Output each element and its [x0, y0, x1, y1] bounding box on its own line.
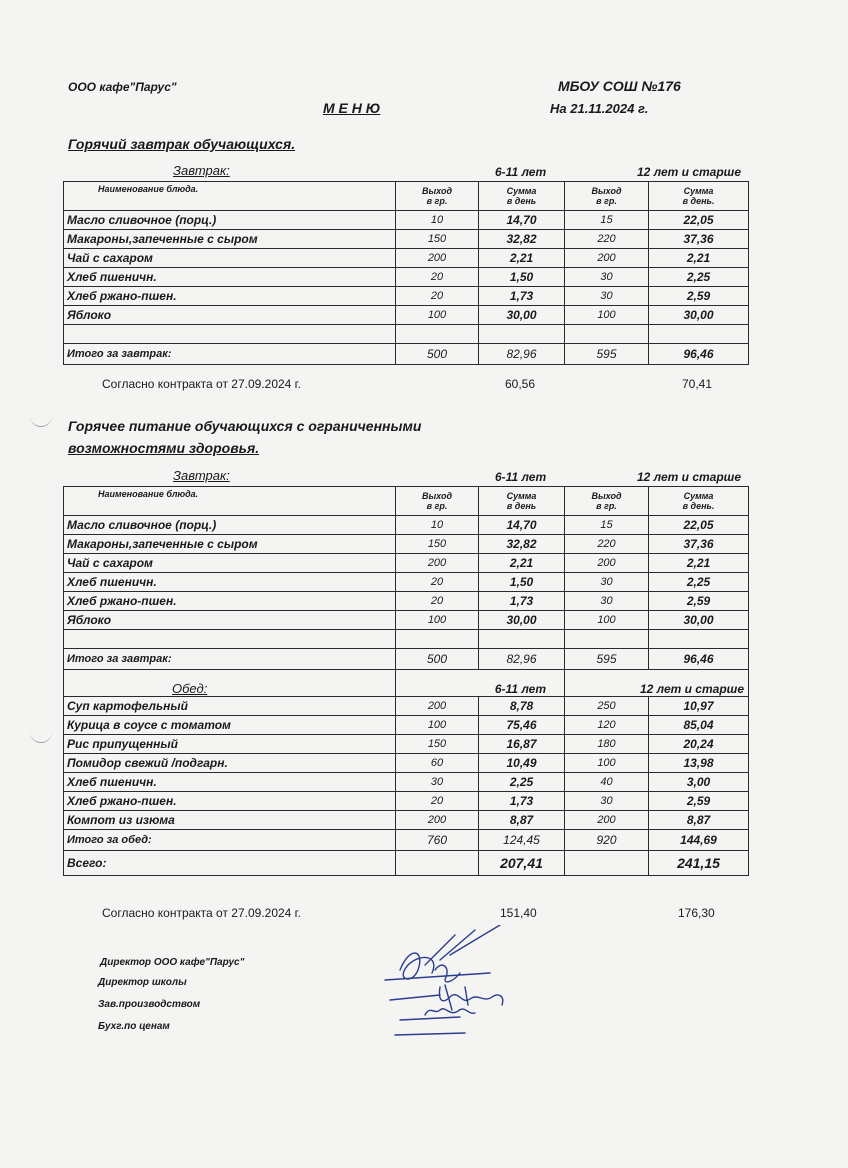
sig-accountant: Бухг.по ценам: [98, 1021, 170, 1032]
table-row: Хлеб ржано-пшен. 20 1,73 30 2,59: [64, 592, 749, 611]
section2-age1: 6-11 лет: [495, 470, 547, 484]
handwritten-signature: [380, 925, 520, 1040]
contract-note-2: Согласно контракта от 27.09.2024 г.: [102, 906, 301, 920]
table-row: Яблоко 100 30,00 100 30,00: [64, 306, 749, 325]
sig-production-head: Зав.производством: [98, 999, 201, 1010]
section2-title-line1: Горячее питание обучающихся с ограниченными: [68, 418, 422, 434]
table-row: Хлеб пшеничн. 30 2,25 40 3,00: [64, 773, 749, 792]
col-sum: Сумма в день: [479, 487, 565, 516]
col-output: Выход в гр.: [396, 487, 479, 516]
col-output: Выход в гр.: [396, 182, 479, 211]
total-row: Итого за завтрак: 500 82,96 595 96,46: [64, 649, 749, 670]
col-sum: Сумма в день.: [649, 487, 749, 516]
total-row: Итого за завтрак: 500 82,96 595 96,46: [64, 344, 749, 365]
lunch-header-row: [64, 670, 749, 697]
col-dish-name: Наименование блюда.: [64, 487, 396, 516]
table-row: Яблоко 100 30,00 100 30,00: [64, 611, 749, 630]
table-row: Макароны,запеченные с сыром 150 32,82 220 37,36: [64, 535, 749, 554]
table-row: Рис припущенный 150 16,87 180 20,24: [64, 735, 749, 754]
school-name: МБОУ СОШ №176: [558, 78, 681, 94]
col-output: Выход в гр.: [565, 487, 649, 516]
col-output: Выход в гр.: [565, 182, 649, 211]
section2-title-line2: возможностями здоровья.: [68, 440, 260, 456]
breakfast-lunch-table-2: [63, 486, 749, 876]
lunch-age2: 12 лет и старше: [639, 682, 744, 696]
table-row: Макароны,запеченные с сыром 150 32,82 220 37,36: [64, 230, 749, 249]
table-row: Хлеб ржано-пшен. 20 1,73 30 2,59: [64, 792, 749, 811]
contract-value-2a: 151,40: [500, 906, 537, 920]
table-header-row: [64, 182, 749, 211]
table-row: Курица в соусе с томатом 100 75,46 120 85,04: [64, 716, 749, 735]
contract-note-1: Согласно контракта от 27.09.2024 г.: [102, 377, 301, 391]
contract-value-1a: 60,56: [505, 377, 536, 391]
section2-age2: 12 лет и старше: [637, 470, 742, 484]
company-name: ООО кафе"Парус": [68, 80, 177, 94]
section1-age2: 12 лет и старше: [637, 165, 742, 179]
col-sum: Сумма в день: [479, 182, 565, 211]
table-row: Помидор свежий /подгарн. 60 10,49 100 13,98: [64, 754, 749, 773]
empty-row: [64, 630, 749, 649]
table-row: Хлеб пшеничн. 20 1,50 30 2,25: [64, 268, 749, 287]
section1-age1: 6-11 лет: [495, 165, 547, 179]
table-row: Масло сливочное (порц.) 10 14,70 15 22,05: [64, 211, 749, 230]
grand-total-row: Всего: 207,41 241,15: [64, 851, 749, 876]
lunch-total-row: Итого за обед: 760 124,45 920 144,69: [64, 830, 749, 851]
table-row: Компот из изюма 200 8,87 200 8,87: [64, 811, 749, 830]
sig-director-cafe: Директор ООО кафе"Парус": [100, 957, 245, 968]
table-row: Хлеб ржано-пшен. 20 1,73 30 2,59: [64, 287, 749, 306]
col-sum: Сумма в день.: [649, 182, 749, 211]
table-row: Суп картофельный 200 8,78 250 10,97: [64, 697, 749, 716]
menu-date: На 21.11.2024 г.: [550, 101, 649, 116]
table-row: Чай с сахаром 200 2,21 200 2,21: [64, 249, 749, 268]
table-row: Масло сливочное (порц.) 10 14,70 15 22,05: [64, 516, 749, 535]
section1-title: Горячий завтрак обучающихся.: [68, 136, 296, 152]
lunch-label: Обед:: [172, 681, 208, 696]
menu-title: М Е Н Ю: [323, 100, 381, 116]
sig-director-school: Директор школы: [98, 977, 187, 988]
contract-value-1b: 70,41: [682, 377, 713, 391]
col-dish-name: Наименование блюда.: [64, 182, 396, 211]
table-row: Хлеб пшеничн. 20 1,50 30 2,25: [64, 573, 749, 592]
section2-meal-label: Завтрак:: [173, 468, 230, 483]
breakfast-table-1: [63, 181, 749, 365]
lunch-age1: 6-11 лет: [494, 682, 546, 696]
empty-row: [64, 325, 749, 344]
contract-value-2b: 176,30: [678, 906, 715, 920]
table-row: Чай с сахаром 200 2,21 200 2,21: [64, 554, 749, 573]
punch-hole: [30, 728, 52, 743]
table-header-row: [64, 487, 749, 516]
punch-hole: [30, 412, 52, 427]
section1-meal-label: Завтрак:: [173, 163, 230, 178]
